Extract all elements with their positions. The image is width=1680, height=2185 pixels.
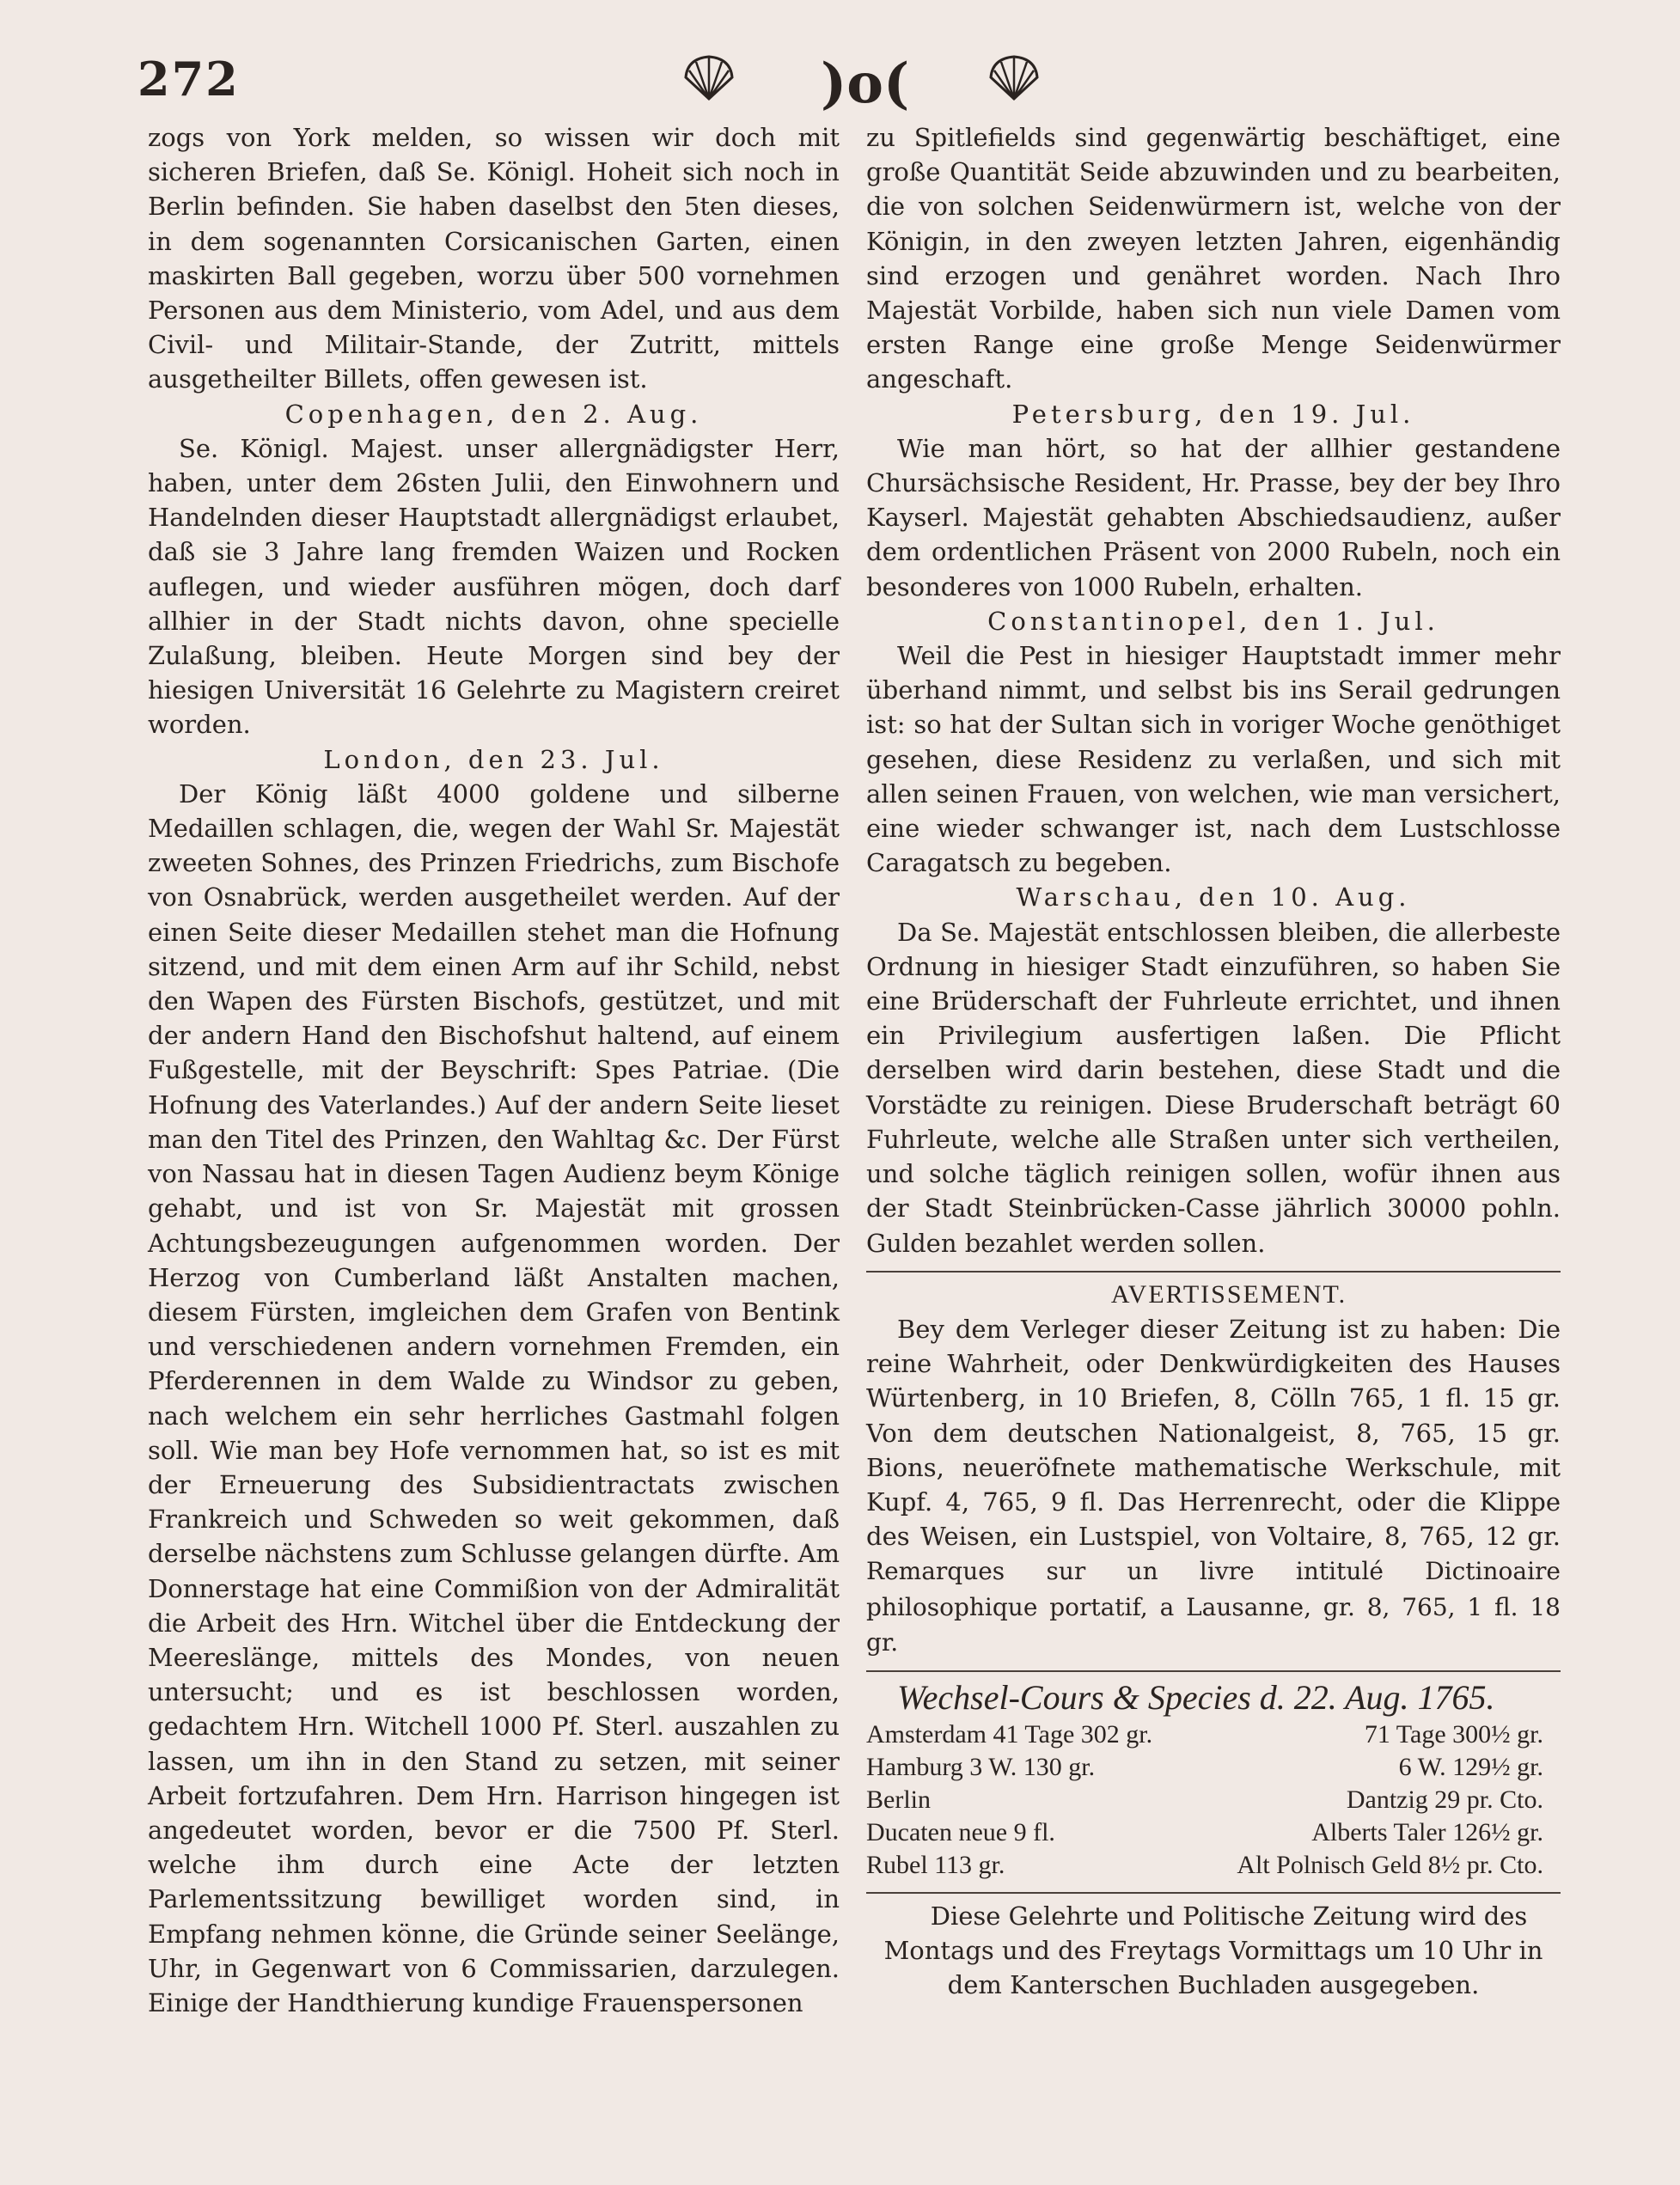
rate-cell: Ducaten neue 9 fl. — [866, 1817, 1055, 1846]
article-paragraph: Da Se. Majestät entschlossen bleiben, die allerbeste Ordnung in hiesiger Stadt einzuführen, so haben Sie eine Brüderschaft der Fuhrleute errichtet, und ihnen ein Privilegium ausfertigen laßen. Die Pflicht derselben wird darin bestehen, diese Stadt und die Vorstädte zu reinigen. Diese Bruderschaft beträgt 60 Fuhrleute, welche alle Straßen unter sich vertheilen, und solche täglich reinigen sollen, wofür ihnen aus der Stadt Steinbrücken-Casse jährlich 30000 pohln. Gulden bezahlet werden sollen. — [866, 917, 1561, 1258]
rate-cell: Rubel 113 gr. — [866, 1850, 1005, 1879]
publication-notice: Diese Gelehrte und Politische Zeitung wird des Montags und des Freytags Vormittags um 10 Uhr in dem Kanterschen Buchladen ausgegeben. — [883, 1901, 1543, 1999]
article-paragraph: zu Spitlefields sind gegenwärtig beschäftiget, eine große Quantität Seide abzuwinden und zu bearbeiten, die von solchen Seidenwürmern ist, welche von der Königin, in den zweyen letzten Jahren, eigenhändig sind erzogen und genähret worden. Nach Ihro Majestät Vorbilde, haben sich nun viele Damen vom ersten Range eine große Menge Seidenwürmer angeschaft. — [866, 123, 1561, 394]
rate-cell: Alberts Taler 126½ gr. — [1311, 1817, 1543, 1846]
rate-cell: Dantzig 29 pr. Cto. — [1346, 1785, 1543, 1814]
ornament-separator: )o( — [821, 52, 910, 116]
advertisement-french-text: Remarques sur un livre intitulé Dictinoaire philosophique portatif, a Lausanne, gr. 8, 765, 1 fl. 18 gr. — [866, 1557, 1561, 1657]
left-column — [148, 120, 840, 2020]
article-paragraph: zogs von York melden, so wissen wir doch mit sicheren Briefen, daß Se. Königl. Hoheit sich noch in Berlin befinden. Sie haben daselbst den 5ten dieses, in dem sogenannten Corsicanischen Garten, einen maskirten Ball gegeben, worzu über 500 vornehmen Personen aus dem Ministerio, vom Adel, und aus dem Civil- und Militair-Stande, der Zutritt, mittels ausgetheilter Billets, offen gewesen ist. — [148, 123, 840, 394]
section-divider — [866, 1271, 1561, 1273]
table-row — [866, 1751, 1561, 1784]
article-paragraph: Der König läßt 4000 goldene und silberne Medaillen schlagen, die, wegen der Wahl Sr. Majestät zweeten Sohnes, des Prinzen Friedrichs, zum Bischofe von Osnabrück, werden ausgetheilet werden. Auf der einen Seite dieser Medaillen stehet man die Hofnung sitzend, und mit dem einen Arm auf ihr Schild, nebst den Wapen des Fürsten Bischofs, gestützet, und mit der andern Hand den Bischofshut haltend, auf einem Fußgestelle, mit der Beyschrift: Spes Patriae. (Die Hofnung des Vaterlandes.) Auf der andern Seite lieset man den Titel des Prinzen, den Wahltag &c. Der Fürst von Nassau hat in diesen Tagen Audienz beym Könige gehabt, und ist von Sr. Majestät mit grossen Achtungsbezeugungen aufgenommen worden. Der Herzog von Cumberland läßt Anstalten machen, diesem Fürsten, imgleichen dem Grafen von Bentink und verschiedenen andern vornehmen Fremden, ein Pferderennen in dem Walde zu Windsor zu geben, nach welchem ein sehr herrliches Gastmahl folgen soll. Wie man bey Hofe vernommen hat, so ist es mit der Erneuerung des Subsidientractats zwischen Frankreich und Schweden so weit gekommen, daß derselbe nächstens zum Schlusse gelangen dürfte. Am Donnerstage hat eine Commißion von der Admiralität die Arbeit des Hrn. Witchel über die Entdeckung der Meereslänge, mittels des Mondes, von neuen untersucht; und es ist beschlossen worden, gedachtem Hrn. Witchell 1000 Pf. Sterl. auszahlen zu lassen, um ihn in den Stand zu setzen, mit seiner Arbeit fortzufahren. Dem Hrn. Harrison hingegen ist angedeutet worden, bevor er die 7500 Pf. Sterl. welche ihm durch eine Acte der letzten Parlementssitzung bewilliget worden sind, in Empfang nehmen könne, die Gründe seiner Seelänge, Uhr, in Gegenwart von 6 Commissarien, darzulegen. Einige der Handthierung kundige Frauenspersonen — [148, 778, 840, 2017]
table-row — [866, 1718, 1561, 1751]
dateline-constantinopel: Constantinopel, den 1. Jul. — [987, 606, 1439, 636]
rate-cell: Hamburg 3 W. 130 gr. — [866, 1752, 1096, 1781]
article-paragraph: Wie man hört, so hat der allhier gestandene Chursächsische Resident, Hr. Prasse, bey der bey Ihro Kayserl. Majestät gehabten Abschiedsaudienz, außer dem ordentlichen Präsent von 2000 Rubeln, noch ein besonderes von 1000 Rubeln, erhalten. — [866, 433, 1561, 601]
dateline-warschau: Warschau, den 10. Aug. — [1016, 882, 1411, 912]
exchange-rates-table — [866, 1718, 1561, 1882]
section-divider — [866, 1892, 1561, 1894]
rate-cell: 71 Tage 300½ gr. — [1364, 1719, 1543, 1749]
dateline-london: London, den 23. Jul. — [323, 744, 664, 774]
dateline-petersburg: Petersburg, den 19. Jul. — [1011, 399, 1415, 429]
shell-ornament-left-icon — [679, 52, 739, 103]
right-column — [866, 120, 1561, 2002]
exchange-rates-title: Wechsel-Cours & Species d. 22. Aug. 1765. — [897, 1677, 1495, 1717]
article-paragraph: Se. Königl. Majest. unser allergnädigster Herr, haben, unter dem 26sten Julii, den Einwohnern und Handelnden dieser Hauptstadt allergnädigst erlaubet, daß sie 3 Jahre lang fremden Waizen und Rocken auflegen, und wieder ausführen mögen, doch darf allhier in der Stadt nichts davon, ohne specielle Zulaßung, bleiben. Heute Morgen sind bey der hiesigen Universität 16 Gelehrte zu Magistern creiret worden. — [148, 433, 840, 740]
dateline-copenhagen: Copenhagen, den 2. Aug. — [284, 399, 703, 429]
article-paragraph: Weil die Pest in hiesiger Hauptstadt immer mehr überhand nimmt, und selbst bis ins Serail gedrungen ist: so hat der Sultan sich in voriger Woche genöthiget gesehen, diese Residenz zu verlaßen, und sich mit allen seinen Frauen, von welchen, wie man versichert, eine wieder schwanger ist, nach dem Lustschlosse Caragatsch zu begeben. — [866, 641, 1561, 878]
advertisement-heading: AVERTISSEMENT. — [1110, 1279, 1347, 1309]
table-row — [866, 1784, 1561, 1816]
table-row — [866, 1849, 1561, 1882]
rate-cell: Amsterdam 41 Tage 302 gr. — [866, 1719, 1153, 1749]
table-row — [866, 1816, 1561, 1849]
rate-cell: Berlin — [866, 1785, 931, 1814]
rate-cell: 6 W. 129½ gr. — [1398, 1752, 1543, 1781]
section-divider — [866, 1670, 1561, 1672]
page-number: 272 — [137, 52, 240, 107]
shell-ornament-right-icon — [984, 52, 1044, 103]
rate-cell: Alt Polnisch Geld 8½ pr. Cto. — [1237, 1850, 1543, 1879]
advertisement-text: Bey dem Verleger dieser Zeitung ist zu haben: Die reine Wahrheit, oder Denkwürdigkeiten des Hauses Würtenberg, in 10 Briefen, 8, Cölln 765, 1 fl. 15 gr. Von dem deutschen Nationalgeist, 8, 765, 15 gr. Bions, neueröfnete mathematische Werkschule, mit Kupf. 4, 765, 9 fl. Das Herrenrecht, oder die Klippe des Weisen, ein Lustspiel, von Voltaire, 8, 765, 12 gr. Remarques sur un livre intitulé Dictinoaire philosophique portatif, a Lausanne, gr. 8, 765, 1 fl. 18 gr. — [866, 1314, 1561, 1657]
